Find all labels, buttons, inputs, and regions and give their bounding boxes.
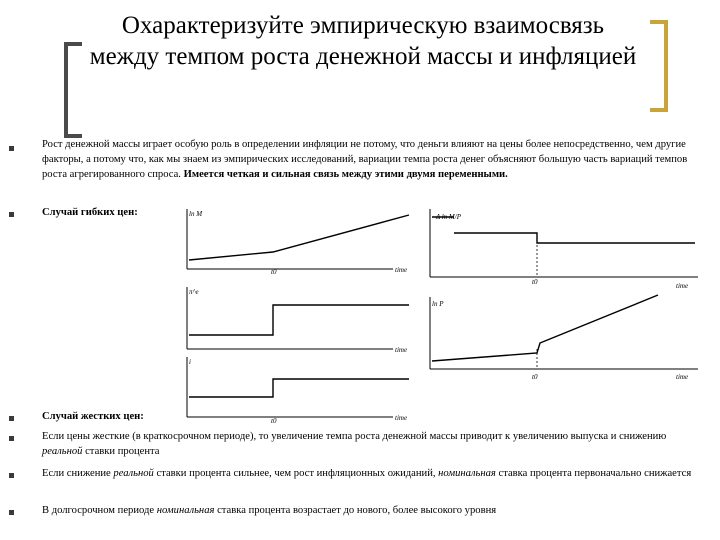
item-text: Если цены жесткие (в краткосрочном периоде), то увеличение темпа роста денежной массы приводит к увеличению выпуска и снижению: [42, 431, 667, 442]
time-tick-label: t0: [271, 268, 277, 275]
y-axis-label: ln M: [189, 210, 203, 218]
y-axis-label: π^e: [189, 288, 199, 296]
slide-title: Охарактеризуйте эмпирическую взаимосвязь между темпом роста денежной массы и инфляцией: [89, 12, 637, 70]
time-tick-label: t0: [532, 373, 538, 381]
x-axis-label: time: [395, 346, 408, 354]
rigid-prices-item: [42, 429, 702, 459]
left-bracket-decoration: [64, 42, 82, 138]
long-run-item: [42, 503, 702, 518]
right-bracket-decoration: [650, 20, 668, 112]
bullet-marker: [9, 473, 14, 478]
item-text: ставка процента первоначально снижается: [495, 468, 692, 479]
real-money-growth-line: [454, 233, 695, 243]
x-axis-label: time: [395, 414, 408, 422]
x-axis-label: time: [395, 266, 408, 274]
item-italic-text: реальной: [113, 468, 154, 479]
y-axis-label: Δ ln M/P: [436, 213, 461, 221]
paragraph-bold-text: Имеется четкая и сильная связь между этими двумя переменными.: [183, 169, 508, 180]
bullet-marker: [9, 416, 14, 421]
interest-rate-line: [189, 379, 409, 397]
item-text: В долгосрочном периоде: [42, 505, 157, 516]
price-level-line: [432, 295, 658, 361]
paragraph-money-growth: [42, 137, 697, 182]
item-text: ставки процента: [82, 446, 160, 457]
y-axis-label: i: [189, 358, 191, 366]
item-italic-text: номинальная: [438, 468, 496, 479]
item-italic-text: номинальная: [156, 505, 215, 516]
real-rate-item: [42, 466, 702, 481]
item-italic-text: реальной: [42, 446, 83, 457]
chart-ln-m: [175, 205, 415, 275]
item-text: ставка процента возрастает до нового, более высокого уровня: [214, 505, 497, 516]
rigid-prices-label: Случай жестких цен:: [42, 411, 144, 422]
y-axis-label: ln P: [432, 300, 444, 308]
item-text: Если снижение: [42, 468, 114, 479]
chart-interest-rate: [175, 355, 415, 425]
x-axis-label: time: [676, 373, 689, 381]
expected-inflation-line: [189, 305, 409, 335]
bullet-marker: [9, 146, 14, 151]
x-axis-label: time: [676, 282, 689, 290]
paragraph-text: Рост денежной массы играет особую роль в определении инфляции не потому, что деньги влияют на цены более непосредственно, чем другие факторы, а потому что, как мы знаем из эмпирических исследований, вариации темпа роста денег объясняют большую часть вариаций темпов роста агрегированного спроса.: [42, 139, 688, 180]
bullet-marker: [9, 510, 14, 515]
bullet-marker: [9, 212, 14, 217]
chart-expected-inflation: [175, 285, 415, 355]
time-tick-label: t0: [532, 278, 538, 286]
bullet-marker: [9, 436, 14, 441]
time-tick-label: t0: [271, 417, 277, 425]
money-path-line: [189, 215, 409, 260]
chart-real-money-growth: [420, 205, 710, 295]
item-text: ставки процента сильнее, чем рост инфляционных ожиданий,: [153, 468, 439, 479]
flexible-prices-label: Случай гибких цен:: [42, 207, 138, 218]
chart-price-level: [420, 293, 710, 383]
